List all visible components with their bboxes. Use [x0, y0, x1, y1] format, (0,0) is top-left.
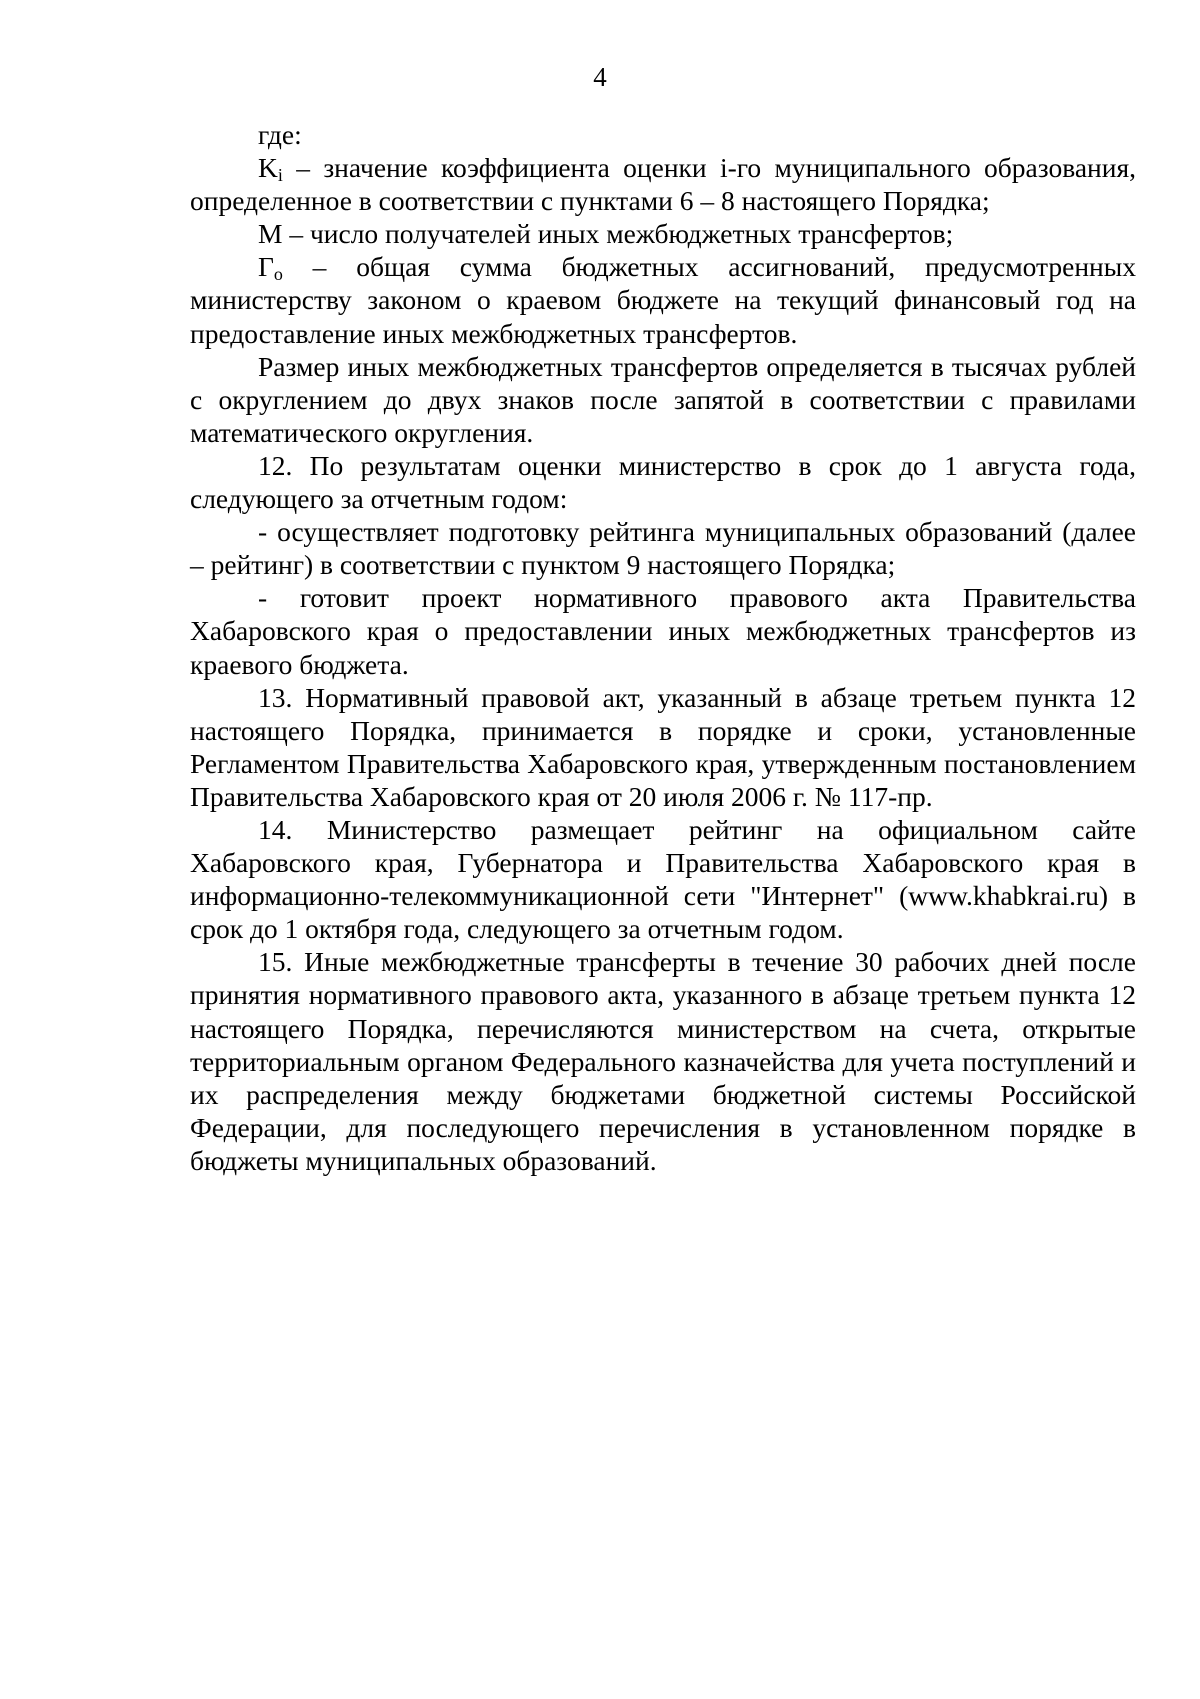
definition-g-text: – общая сумма бюджетных ассигнований, предусмотренных министерству законом о краевом бюджете на текущий финансовый год на предоставление иных межбюджетных трансфертов. — [190, 251, 1136, 349]
definition-g — [190, 250, 1136, 349]
clause-12: 12. По результатам оценки министерство в срок до 1 августа года, следующего за отчетным годом: — [190, 449, 1136, 515]
symbol-k: K — [258, 152, 278, 184]
clause-12-item-draft-act: - готовит проект нормативного правового акта Правительства Хабаровского края о предоставлении иных межбюджетных трансфертов из краевого бюджета. — [190, 582, 1136, 680]
symbol-g: Г — [258, 251, 274, 283]
where-label: где: — [258, 119, 302, 150]
clause-15: 15. Иные межбюджетные трансферты в течение 30 рабочих дней после принятия нормативного правового акта, указанного в абзаце третьем пункта 12 настоящего Порядка, перечисляются министерством на счета, открытые территориальным органом Федерального казначейства для учета поступлений и их распределения между бюджетами бюджетной системы Российской Федерации, для последующего перечисления в установленном порядке в бюджеты муниципальных образований. — [190, 946, 1136, 1176]
document-body — [190, 118, 1136, 1177]
clause-14: 14. Министерство размещает рейтинг на официальном сайте Хабаровского края, Губернатора и Правительства Хабаровского края в информационно-телекоммуникационной сети "Интернет" (www.khabkrai.ru) в срок до 1 октября года, следующего за отчетным годом. — [190, 813, 1136, 945]
definition-k-text: – значение коэффициента оценки i-го муниципального образования, определенное в соответствии с пунктами 6 – 8 настоящего Порядка; — [190, 152, 1136, 217]
definition-k — [190, 151, 1136, 217]
rounding-paragraph: Размер иных межбюджетных трансфертов определяется в тысячах рублей с округлением до двух знаков после запятой в соответствии с правилами математического округления. — [190, 350, 1136, 448]
clause-13: 13. Нормативный правовой акт, указанный в абзаце третьем пункта 12 настоящего Порядка, принимается в порядке и сроки, установленные Регламентом Правительства Хабаровского края, утвержденным постановлением Правительства Хабаровского края от 20 июля 2006 г. № 117-пр. — [190, 681, 1136, 812]
symbol-k-subscript: i — [277, 165, 283, 186]
definition-m: М – число получателей иных межбюджетных трансфертов; — [258, 218, 954, 250]
clause-12-item-rating: - осуществляет подготовку рейтинга муниципальных образований (далее – рейтинг) в соответствии с пунктом 9 настоящего Порядка; — [190, 516, 1136, 581]
page-number: 4 — [593, 62, 607, 92]
symbol-g-subscript: о — [273, 264, 283, 285]
